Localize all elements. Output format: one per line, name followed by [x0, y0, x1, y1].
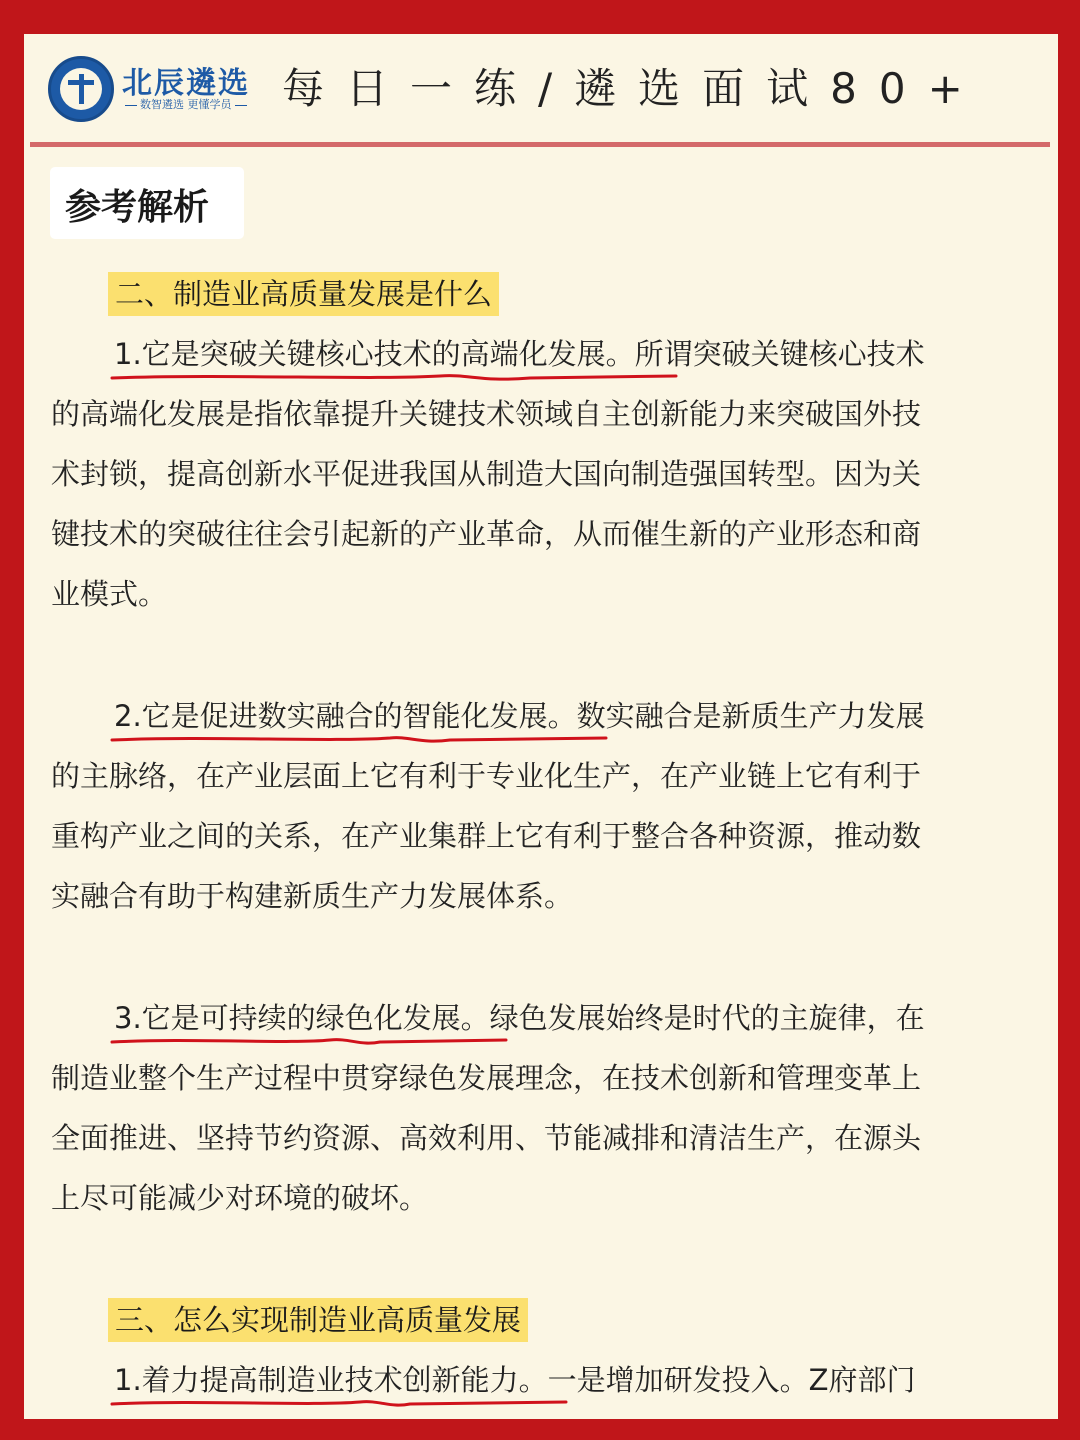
paragraph-3-lead-text: 3.它是可持续的绿色化发展。	[114, 1001, 490, 1035]
section-heading-what: 二、制造业高质量发展是什么	[108, 272, 499, 316]
brand-slogan: 数智遴选 更懂学员	[122, 96, 250, 112]
paragraph-4-line-1	[114, 1360, 916, 1400]
underline-mark	[110, 1396, 570, 1410]
paragraph-1-line-4: 键技术的突破往往会引起新的产业革命，从而催生新的产业形态和商	[51, 517, 922, 551]
header	[24, 34, 1058, 146]
paragraph-1-line-5: 业模式。	[51, 577, 168, 611]
paragraph-3-lead	[114, 998, 490, 1038]
paragraph-4-lead-text: 1.着力提高制造业技术创新能力。	[114, 1363, 548, 1397]
paragraph-2-line-4: 实融合有助于构建新质生产力发展体系。	[51, 879, 574, 913]
brand-name: 北辰遴选	[122, 66, 250, 101]
brand-logo-icon	[48, 56, 114, 122]
page-title: 每日一练/遴选面试80+	[282, 64, 985, 113]
paragraph-2-lead	[114, 696, 577, 736]
paragraph-2-line-1	[114, 696, 925, 736]
paper-sheet	[24, 34, 1058, 1419]
underline-mark	[110, 1034, 510, 1048]
paragraph-1-lead-text: 1.它是突破关键核心技术的高端化发展。	[114, 337, 635, 371]
paragraph-2-text: 数实融合是新质生产力发展	[576, 699, 925, 733]
paragraph-2-line-3: 重构产业之间的关系，在产业集群上它有利于整合各种资源，推动数	[51, 819, 922, 853]
section-heading-how: 三、怎么实现制造业高质量发展	[108, 1298, 528, 1342]
paragraph-2-line-2: 的主脉络，在产业层面上它有利于专业化生产，在产业链上它有利于	[51, 759, 922, 793]
paragraph-4-lead	[114, 1360, 548, 1400]
paragraph-1-line-3: 术封锁，提高创新水平促进我国从制造大国向制造强国转型。因为关	[51, 457, 922, 491]
paragraph-1-line-1	[114, 334, 925, 374]
section-badge-label: 参考解析	[65, 187, 210, 228]
section-badge	[50, 167, 244, 239]
paragraph-3-line-1	[114, 998, 925, 1038]
header-divider	[30, 142, 1050, 147]
paragraph-3-text: 绿色发展始终是时代的主旋律，在	[489, 1001, 925, 1035]
paragraph-3-line-2: 制造业整个生产过程中贯穿绿色发展理念，在技术创新和管理变革上	[51, 1061, 922, 1095]
paragraph-2-lead-text: 2.它是促进数实融合的智能化发展。	[114, 699, 577, 733]
underline-mark	[110, 370, 680, 384]
paragraph-1-text: 所谓突破关键核心技术	[634, 337, 925, 371]
paragraph-4-text: 一是增加研发投入。Z府部门	[547, 1363, 916, 1397]
paragraph-3-line-4: 上尽可能减少对环境的破坏。	[51, 1181, 429, 1215]
paragraph-1-line-2: 的高端化发展是指依靠提升关键技术领域自主创新能力来突破国外技	[51, 397, 922, 431]
paragraph-3-line-3: 全面推进、坚持节约资源、高效利用、节能减排和清洁生产，在源头	[51, 1121, 922, 1155]
paragraph-1-lead	[114, 334, 635, 374]
underline-mark	[110, 732, 610, 746]
